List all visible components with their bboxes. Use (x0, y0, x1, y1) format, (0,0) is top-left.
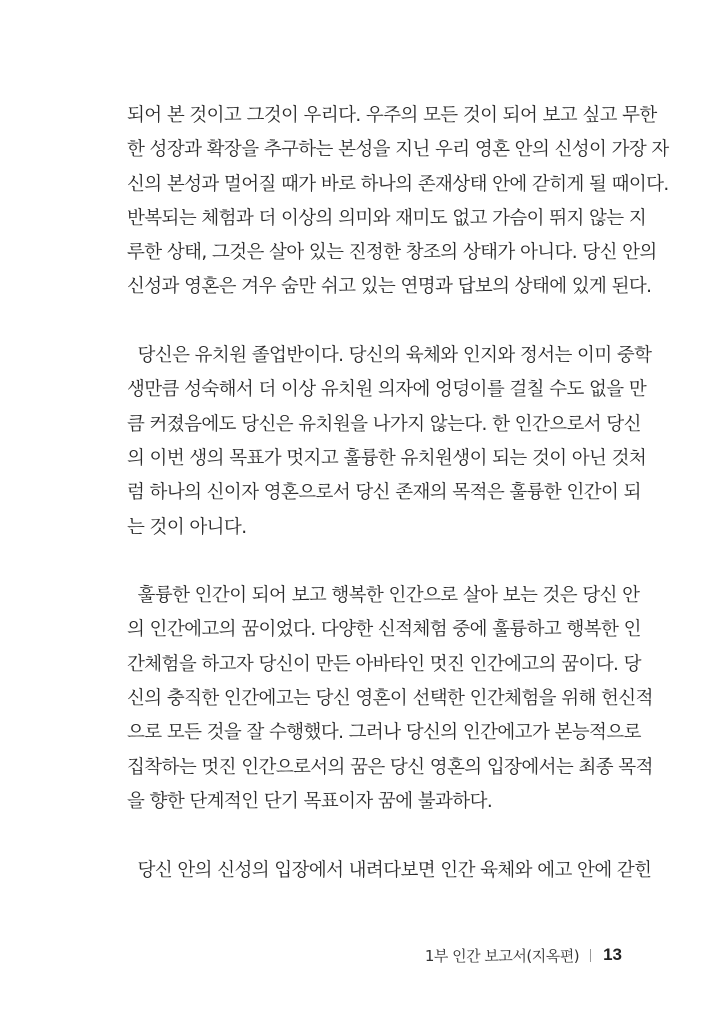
text-line: 당신 안의 신성의 입장에서 내려다보면 인간 육체와 에고 안에 갇힌 (127, 859, 652, 881)
text-line: 생만큼 성숙해서 더 이상 유치원 의자에 엉덩이를 걸칠 수도 없을 만 (127, 379, 647, 401)
text-line: 의 인간에고의 꿈이었다. 다양한 신적체험 중에 훌륭하고 행복한 인 (127, 619, 641, 641)
page-number: 13 (603, 945, 622, 964)
text-line: 당신은 유치원 졸업반이다. 당신의 육체와 인지와 정서는 이미 중학 (127, 345, 652, 367)
text-line: 큼 커졌음에도 당신은 유치원을 나가지 않는다. 한 인간으로서 당신 (127, 413, 641, 435)
paragraph-1 (127, 99, 669, 305)
running-head: 1부 인간 보고서(지옥편) (424, 946, 580, 965)
text-line: 훌륭한 인간이 되어 보고 행복한 인간으로 살아 보는 것은 당신 안 (127, 585, 640, 607)
page-footer (425, 944, 622, 966)
text-line: 신성과 영혼은 겨우 숨만 쉬고 있는 연명과 답보의 상태에 있게 된다. (127, 276, 652, 298)
text-line: 한 성장과 확장을 추구하는 본성을 지닌 우리 영혼 안의 신성이 가장 자 (127, 139, 669, 161)
text-line: 으로 모든 것을 잘 수행했다. 그러나 당신의 인간에고가 본능적으로 (127, 722, 641, 744)
text-line: 반복되는 체험과 더 이상의 의미와 재미도 없고 가슴이 뛰지 않는 지 (127, 207, 647, 229)
text-line: 럼 하나의 신이자 영혼으로서 당신 존재의 목적은 훌륭한 인간이 되 (127, 482, 641, 504)
text-line: 는 것이 아니다. (127, 516, 247, 538)
page-body-text (127, 99, 669, 922)
paragraph-3 (127, 579, 653, 819)
text-line: 을 향한 단계적인 단기 목표이자 꿈에 불과하다. (127, 790, 493, 812)
text-line: 되어 본 것이고 그것이 우리다. 우주의 모든 것이 되어 보고 싶고 무한 (127, 105, 657, 126)
text-line: 간체험을 하고자 당신이 만든 아바타인 멋진 인간에고의 꿈이다. 당 (127, 653, 641, 675)
footer-separator (590, 949, 591, 962)
paragraph-4 (127, 854, 652, 888)
paragraph-2 (127, 339, 652, 545)
text-line: 신의 본성과 멀어질 때가 바로 하나의 존재상태 안에 갇히게 될 때이다. (127, 173, 669, 195)
text-line: 집착하는 멋진 인간으로서의 꿈은 당신 영혼의 입장에서는 최종 목적 (127, 756, 653, 778)
text-line: 신의 충직한 인간에고는 당신 영혼이 선택한 인간체험을 위해 헌신적 (127, 688, 653, 710)
text-line: 의 이번 생의 목표가 멋지고 훌륭한 유치원생이 되는 것이 아닌 것처 (127, 447, 647, 469)
text-line: 루한 상태, 그것은 살아 있는 진정한 창조의 상태가 아니다. 당신 안의 (127, 242, 657, 264)
